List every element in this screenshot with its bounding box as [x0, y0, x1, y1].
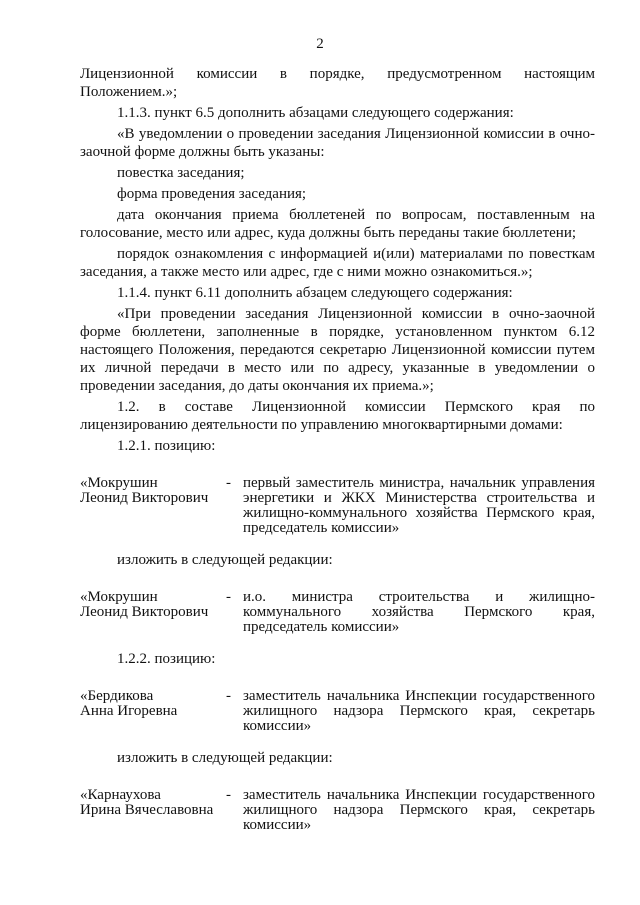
- paragraph: дата окончания приема бюллетеней по вопросам, поставленным на голосование, место или адрес, куда должны быть переданы такие бюллетени;: [80, 207, 595, 241]
- paragraph: 1.1.3. пункт 6.5 дополнить абзацами следующего содержания:: [117, 105, 514, 121]
- member-position: и.о. министра строительства и жилищно-коммунального хозяйства Пермского края, председатель комиссии»: [243, 589, 595, 635]
- paragraph: изложить в следующей редакции:: [117, 552, 333, 568]
- member-entry: [80, 590, 595, 635]
- page-number: 2: [316, 36, 324, 52]
- member-surname: «Мокрушин: [80, 475, 158, 491]
- paragraph: форма проведения заседания;: [117, 186, 307, 202]
- dash: -: [226, 475, 231, 491]
- paragraph: изложить в следующей редакции:: [117, 750, 333, 766]
- member-entry: [80, 689, 595, 734]
- document-body: [80, 65, 595, 836]
- paragraph: «При проведении заседания Лицензионной комиссии в очно-заочной форме бюллетени, заполненные в порядке, установленном пунктом 6.12 настоящего Положения, передаются секретарю Лицензионной комиссии путем их личной передачи в место или по адресу, указанные в уведомлении о проведении заседания, до даты окончания их приема.»;: [80, 306, 595, 394]
- member-position: заместитель начальника Инспекции государственного жилищного надзора Пермского края, секретарь комиссии»: [243, 688, 595, 734]
- member-position: первый заместитель министра, начальник управления энергетики и ЖКХ Министерства строительства и жилищно-коммунального хозяйства Пермского края, председатель комиссии»: [243, 475, 595, 536]
- member-position: заместитель начальника Инспекции государственного жилищного надзора Пермского края, секретарь комиссии»: [243, 787, 595, 833]
- member-entry: [80, 788, 595, 833]
- member-given-names: Леонид Викторович: [80, 490, 209, 506]
- paragraph: «В уведомлении о проведении заседания Лицензионной комиссии в очно-заочной форме должны быть указаны:: [80, 126, 595, 160]
- dash: -: [226, 688, 231, 704]
- paragraph: 1.2. в составе Лицензионной комиссии Пермского края по лицензированию деятельности по управлению многоквартирными домами:: [80, 399, 595, 433]
- member-surname: «Бердикова: [80, 688, 154, 704]
- paragraph: 1.2.2. позицию:: [117, 651, 216, 667]
- member-surname: «Карнаухова: [80, 787, 161, 803]
- member-entry: [80, 476, 595, 536]
- dash: -: [226, 589, 231, 605]
- member-given-names: Ирина Вячеславовна: [80, 802, 214, 818]
- paragraph: 1.2.1. позицию:: [117, 438, 216, 454]
- paragraph: порядок ознакомления с информацией и(или) материалами по повесткам заседания, а также место или адрес, где с ними можно ознакомиться.»;: [80, 246, 595, 280]
- member-given-names: Леонид Викторович: [80, 604, 209, 620]
- paragraph: 1.1.4. пункт 6.11 дополнить абзацем следующего содержания:: [117, 285, 513, 301]
- paragraph: повестка заседания;: [117, 165, 245, 181]
- paragraph: Лицензионной комиссии в порядке, предусмотренном настоящим Положением.»;: [80, 66, 595, 100]
- member-surname: «Мокрушин: [80, 589, 158, 605]
- member-given-names: Анна Игоревна: [80, 703, 178, 719]
- dash: -: [226, 787, 231, 803]
